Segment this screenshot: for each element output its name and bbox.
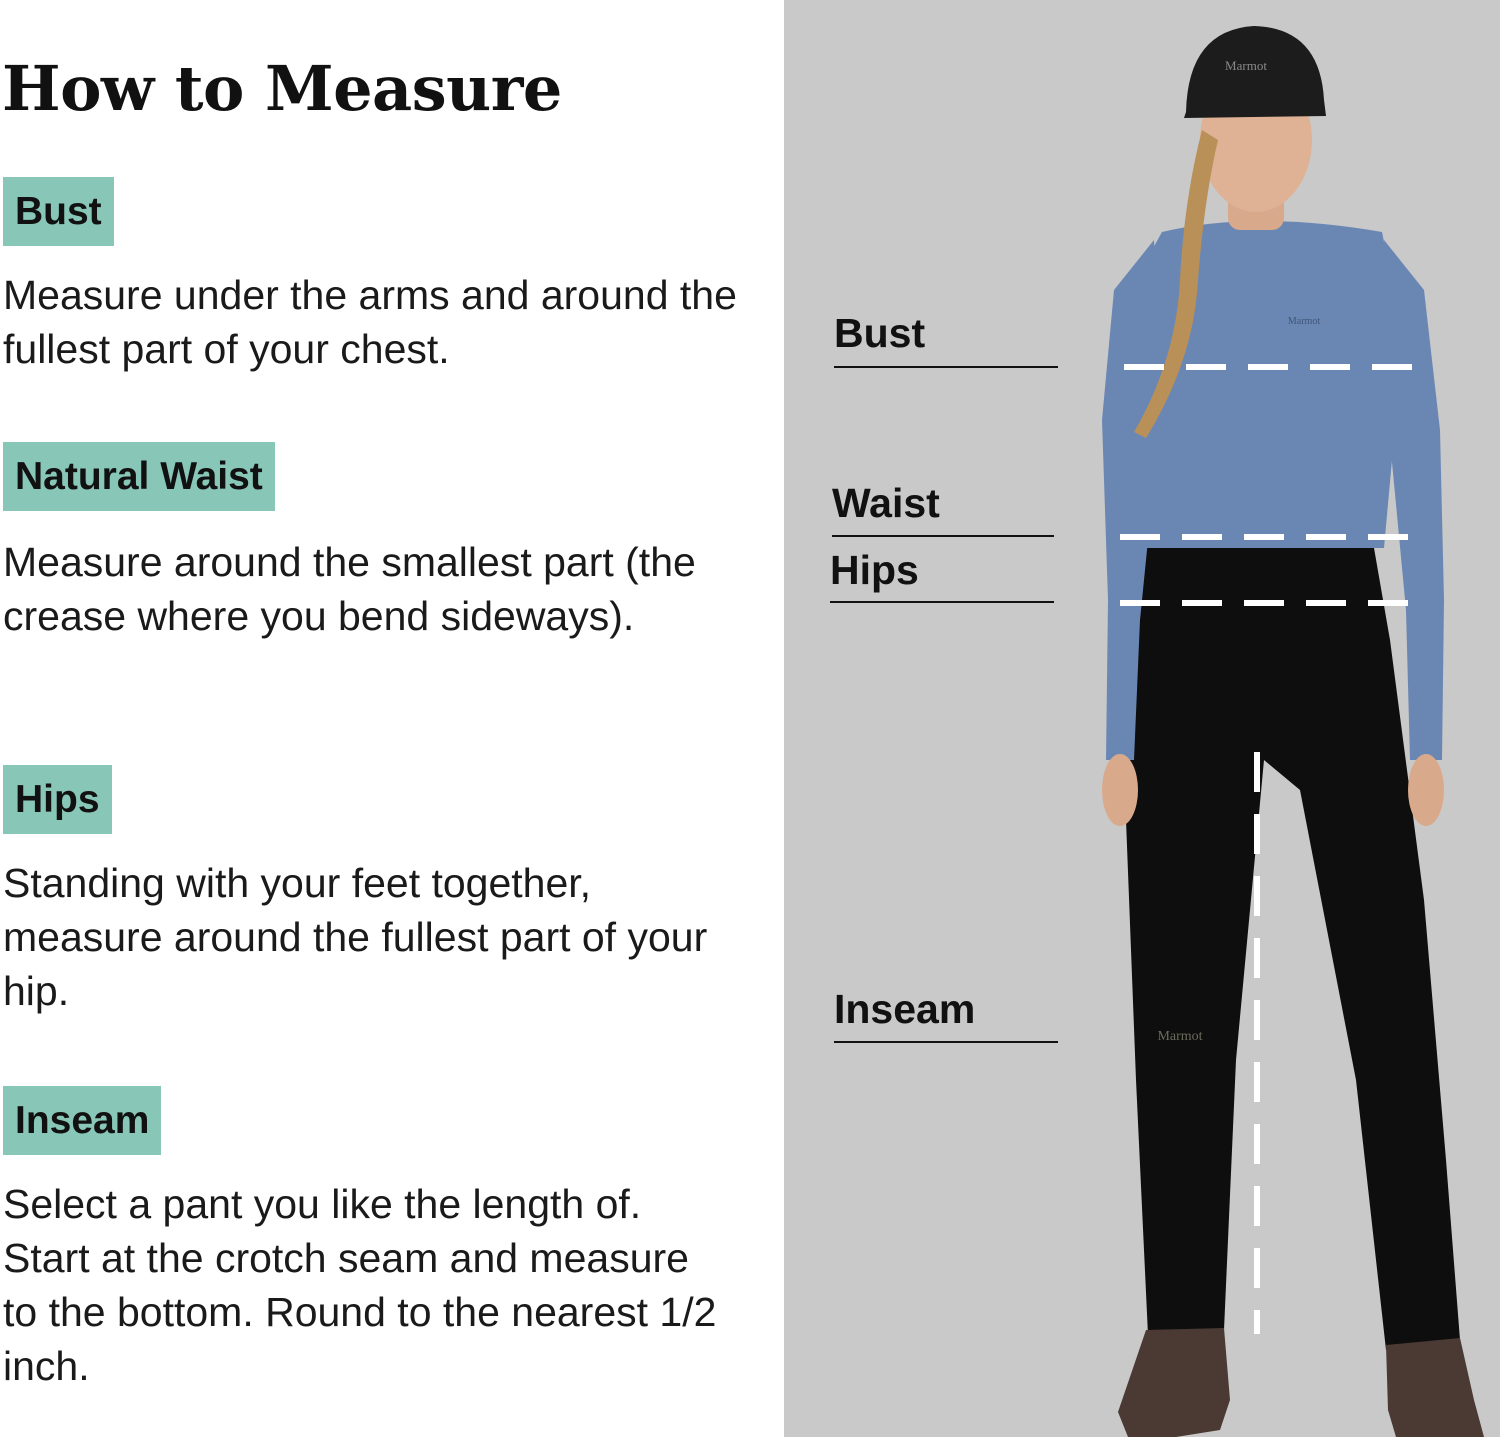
left-boot xyxy=(1118,1328,1230,1437)
model-photo xyxy=(784,0,1500,1437)
bust-heading: Bust xyxy=(3,177,114,246)
hips-description: Standing with your feet together, measure around the fullest part of your hip. xyxy=(3,860,708,1014)
right-hand xyxy=(1408,754,1444,826)
inseam-label-rule xyxy=(834,1041,1058,1043)
hips-label: Hips xyxy=(830,547,919,593)
cap-brand-mark: Marmot xyxy=(1225,58,1267,73)
bust-description: Measure under the arms and around the fullest part of your chest. xyxy=(3,272,737,372)
inseam-label: Inseam xyxy=(834,986,976,1032)
pants-brand-mark: Marmot xyxy=(1157,1029,1203,1044)
natural-waist-heading: Natural Waist xyxy=(3,442,275,511)
hips-heading: Hips xyxy=(3,765,112,834)
natural-waist-description: Measure around the smallest part (the crease where you bend sideways). xyxy=(3,539,696,639)
page-title: How to Measure xyxy=(2,52,562,125)
bust-label: Bust xyxy=(834,310,926,356)
inseam-heading: Inseam xyxy=(3,1086,161,1155)
hips-label-rule xyxy=(830,601,1054,603)
bust-label-rule xyxy=(834,366,1058,368)
inseam-description: Select a pant you like the length of. Start at the crotch seam and measure to the bottom. Round to the nearest 1/2 inch. xyxy=(3,1181,717,1389)
left-hand xyxy=(1102,754,1138,826)
model-illustration xyxy=(784,0,1500,1437)
waist-label: Waist xyxy=(832,480,940,526)
right-boot xyxy=(1386,1338,1484,1437)
shirt-brand-mark: Marmot xyxy=(1287,316,1321,327)
waist-label-rule xyxy=(832,535,1054,537)
